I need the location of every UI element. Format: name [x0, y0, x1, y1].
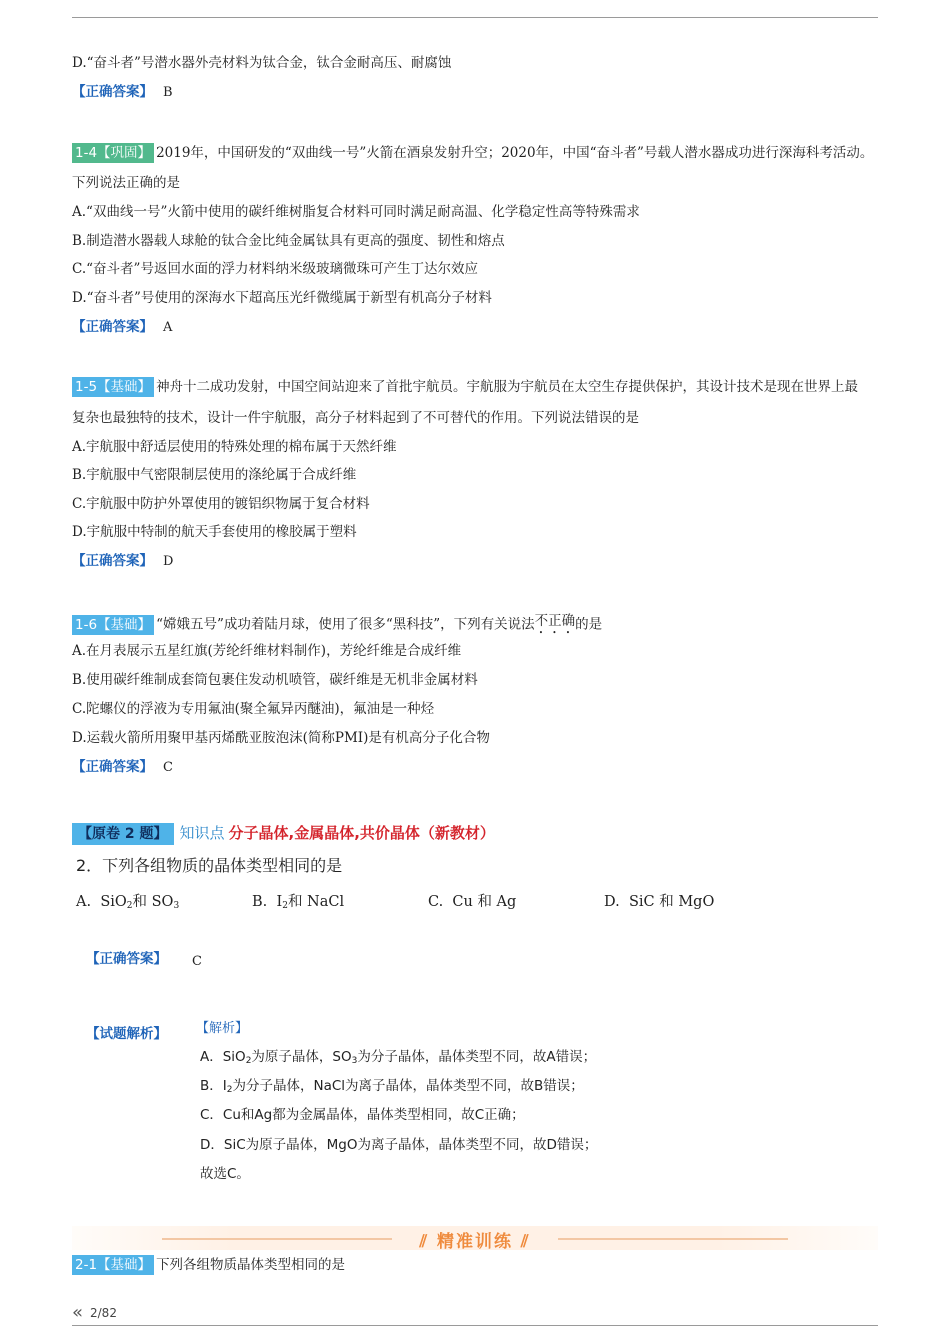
- analysis-conclusion: 故选C。: [200, 1166, 250, 1182]
- option-text: 和 NaCl: [287, 894, 345, 910]
- subscript: 2: [282, 901, 288, 911]
- question-stem: 神舟十二成功发射，中国空间站迎来了首批宇航员。宇航服为宇航员在太空生存提供保护，其设计技术是现在世界上最: [156, 379, 859, 395]
- option-text: I: [276, 894, 283, 910]
- option-text: Cu 和 Ag: [452, 894, 517, 910]
- top-rule: [72, 17, 878, 18]
- knowledge-point-topic: 分子晶体,金属晶体,共价晶体（新教材）: [228, 824, 495, 842]
- q15-answer: [72, 552, 173, 571]
- q14-option-c: C.“奋斗者”号返回水面的浮力材料纳米级玻璃微珠可产生丁达尔效应: [72, 261, 478, 277]
- q21-stem: [72, 1255, 345, 1275]
- analysis-text: B．I: [200, 1078, 227, 1094]
- q13-answer: [72, 83, 173, 102]
- analysis-label-text: 【试题解析】: [86, 1026, 167, 1042]
- section-banner: [72, 1226, 878, 1250]
- question-tag: 1-6【基础】: [72, 615, 154, 635]
- original-question-tag: 【原卷 2 题】: [72, 823, 174, 845]
- option-letter: A.: [76, 894, 92, 910]
- option-letter: B.: [252, 894, 268, 910]
- subscript: 3: [173, 901, 180, 911]
- q13-option-d: D.“奋斗者”号潜水器外壳材料为钛合金，钛合金耐高压、耐腐蚀: [72, 55, 452, 71]
- banner-text: 精准训练: [437, 1232, 513, 1252]
- q14-stem: [72, 143, 873, 163]
- question-stem-end: 的是: [575, 616, 603, 633]
- q16-stem: [72, 612, 602, 637]
- subscript: 2: [126, 901, 133, 911]
- q2-answer-value: C: [192, 954, 202, 969]
- question-stem: 下列各组物质晶体类型相同的是: [156, 1257, 346, 1273]
- option-letter: D.: [604, 894, 620, 910]
- option-text: SiO: [100, 894, 127, 910]
- subscript: 3: [351, 1056, 358, 1066]
- question-tag: 2-1【基础】: [72, 1255, 154, 1275]
- q15-option-d: D.宇航服中特制的航天手套使用的橡胶属于塑料: [72, 524, 357, 540]
- back-arrow-icon[interactable]: «: [72, 1302, 84, 1323]
- answer-label: 【正确答案】: [72, 759, 153, 775]
- analysis-text: 为原子晶体，SO: [251, 1049, 352, 1065]
- bottom-rule: [72, 1325, 878, 1326]
- question-stem: “嫦娥五号”成功着陆月球，使用了很多“黑科技”，下列有关说法: [156, 616, 535, 633]
- q16-option-b: B.使用碳纤维制成套筒包裹住发动机喷管，碳纤维是无机非金属材料: [72, 672, 478, 688]
- q14-answer: [72, 318, 172, 337]
- analysis-line-c: C．Cu和Ag都为金属晶体，晶体类型相同，故C正确；: [200, 1107, 525, 1123]
- q16-option-a: A.在月表展示五星红旗(芳纶纤维材料制作)，芳纶纤维是合成纤维: [72, 643, 462, 659]
- q15-option-a: A.宇航服中舒适层使用的特殊处理的棉布属于天然纤维: [72, 439, 397, 455]
- answer-value: C: [163, 760, 173, 775]
- answer-value: B: [163, 85, 173, 100]
- q2-stem: 2．下列各组物质的晶体类型相同的是: [76, 856, 343, 875]
- emphasis-text: 不正确: [534, 613, 576, 629]
- question-stem: 2019年，中国研发的“双曲线一号”火箭在酒泉发射升空；2020年，中国“奋斗者”号载人潜水器成功进行深海科考活动。: [156, 145, 874, 161]
- q15-option-c: C.宇航服中防护外罩使用的镀铝织物属于复合材料: [72, 496, 370, 512]
- answer-label: 【正确答案】: [72, 319, 153, 335]
- q2-option-a: [76, 890, 179, 911]
- answer-label: 【正确答案】: [72, 553, 153, 569]
- q15-stem: [72, 377, 858, 397]
- subscript: 2: [245, 1056, 252, 1066]
- page-number: 2/82: [90, 1306, 117, 1320]
- q14-option-d: D.“奋斗者”号使用的深海水下超高压光纤微缆属于新型有机高分子材料: [72, 290, 492, 306]
- analysis-line-b: [200, 1074, 584, 1095]
- q2-option-c: [428, 890, 516, 911]
- analysis-text: 为分子晶体，NaCl为离子晶体，晶体类型不同，故B错误；: [232, 1078, 584, 1094]
- section-header: [72, 822, 495, 845]
- q2-option-d: [604, 890, 714, 911]
- banner-deco-icon: ⫽: [419, 1232, 437, 1252]
- q16-option-d: D.运载火箭所用聚甲基丙烯酰亚胺泡沫(简称PMI)是有机高分子化合物: [72, 730, 490, 746]
- answer-label: 【正确答案】: [72, 84, 153, 100]
- question-tag: 1-4【巩固】: [72, 143, 154, 163]
- analysis-line-a: [200, 1045, 596, 1066]
- question-tag: 1-5【基础】: [72, 377, 154, 397]
- q16-option-c: C.陀螺仪的浮液为专用氟油(聚全氟异丙醚油)，氟油是一种烃: [72, 701, 435, 717]
- q14-option-b: B.制造潜水器载人球舱的钛合金比纯金属钛具有更高的强度、韧性和熔点: [72, 233, 505, 249]
- analysis-label: [86, 1025, 167, 1043]
- option-letter: C.: [428, 894, 444, 910]
- subscript: 2: [226, 1085, 233, 1095]
- q15-option-b: B.宇航服中气密限制层使用的涤纶属于合成纤维: [72, 467, 357, 483]
- analysis-line-d: D．SiC为原子晶体，MgO为离子晶体，晶体类型不同，故D错误；: [200, 1137, 598, 1153]
- answer-value: D: [163, 554, 174, 569]
- q2-option-b: [252, 890, 344, 911]
- q15-stem-line2: 复杂也最独特的技术，设计一件宇航服，高分子材料起到了不可替代的作用。下列说法错误的是: [72, 410, 639, 426]
- analysis-head: 【解析】: [196, 1021, 249, 1036]
- banner-deco-icon: ⫽: [513, 1232, 531, 1252]
- answer-label: 【正确答案】: [86, 951, 167, 967]
- analysis-text: A．SiO: [200, 1049, 246, 1065]
- analysis-text: 为分子晶体，晶体类型不同，故A错误；: [357, 1049, 597, 1065]
- answer-value: A: [163, 320, 173, 335]
- option-text: SiC 和 MgO: [628, 894, 715, 910]
- q16-answer: [72, 758, 173, 777]
- q14-option-a: A.“双曲线一号”火箭中使用的碳纤维树脂复合材料可同时满足耐高温、化学稳定性高等特殊需求: [72, 204, 640, 220]
- q14-stem-line2: 下列说法正确的是: [72, 175, 180, 191]
- banner-title: [72, 1227, 878, 1252]
- q2-answer: [86, 950, 167, 968]
- knowledge-point-label: 知识点: [179, 824, 225, 842]
- option-text: 和 SO: [132, 894, 174, 910]
